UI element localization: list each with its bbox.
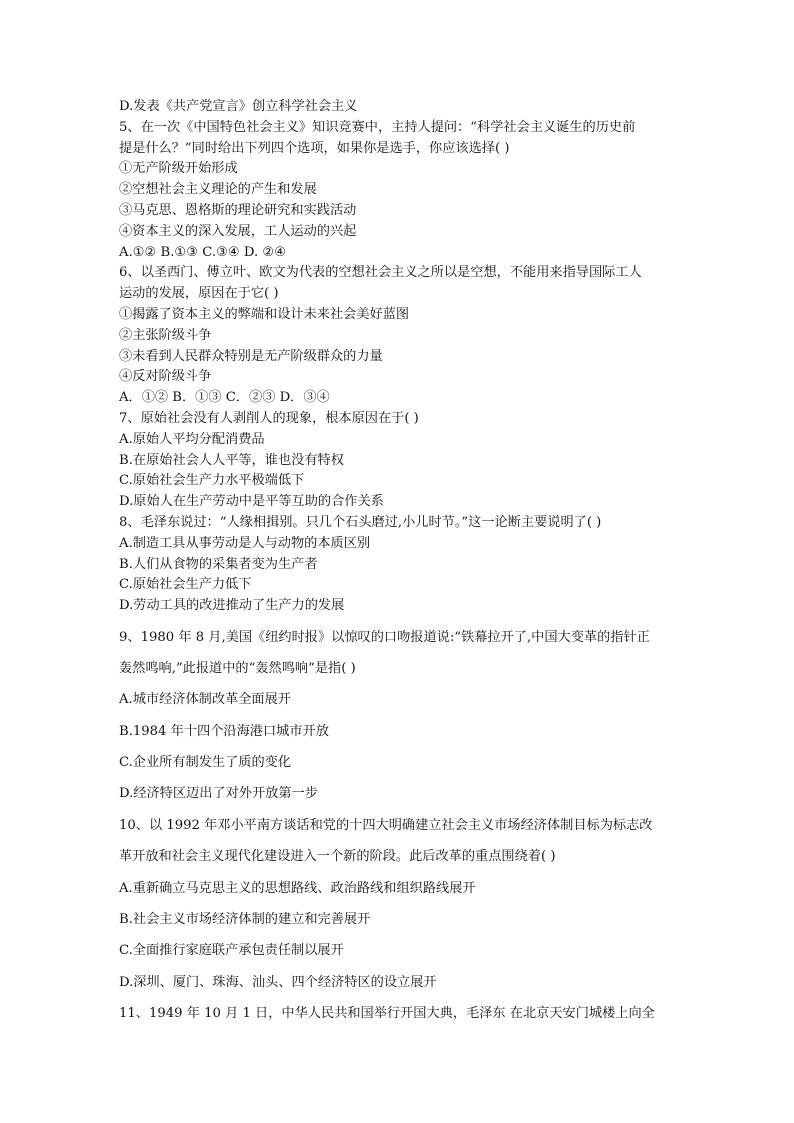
text-line: 轰然鸣响,”此报道中的“轰然鸣响”是指( ) [119,660,356,676]
text-line: 7、原始社会没有人剥削人的现象，根本原因在于( ) [119,410,419,426]
text-line: B.人们从食物的采集者变为生产者 [119,556,318,572]
text-line: D.深圳、厦门、珠海、汕头、四个经济特区的设立展开 [119,974,437,990]
text-line: D.经济特区迈出了对外开放第一步 [119,786,318,802]
text-line: A.原始人平均分配消费品 [119,431,265,447]
text-line: 6、以圣西门、傅立叶、欧文为代表的空想社会主义之所以是空想，不能用来指导国际工人 [119,265,642,281]
text-line: D.劳动工具的改进推动了生产力的发展 [119,598,345,614]
text-line: 革开放和社会主义现代化建设进入一个新的阶段。此后改革的重点围绕着( ) [119,849,556,865]
text-line: B.在原始社会人人平等，谁也没有特权 [119,452,344,468]
text-line: A.①② B.①③ C.③④ D. ②④ [119,244,287,260]
text-line: C.原始社会生产力低下 [119,577,252,593]
text-line: 5、在一次《中国特色社会主义》知识竞赛中，主持人提问：“科学社会主义诞生的历史前 [119,119,636,135]
text-line: ④反对阶级斗争 [119,369,212,385]
text-line: A.制造工具从事劳动是人与动物的本质区别 [119,535,371,551]
text-line: ③未看到人民群众特别是无产阶级群众的力量 [119,348,383,364]
text-line: 运动的发展，原因在于它( ) [119,286,279,302]
text-line: ①无产阶级开始形成 [119,161,238,177]
text-line: 10、以 1992 年邓小平南方谈话和党的十四大明确建立社会主义市场经济体制目标为标志改 [119,817,653,833]
text-line: 提是什么？”同时给出下列四个选项，如果你是选手，你应该选择( ) [119,140,510,156]
text-line: D.发表《共产党宣言》创立科学社会主义 [119,99,358,114]
text-line: C.全面推行家庭联产承包责任制以展开 [119,943,344,959]
text-line: 11、1949 年 10 月 1 日，中华人民共和国举行开国大典，毛泽东 在北京天安门城楼上向全 [119,1006,655,1022]
question-text [119,97,679,1025]
text-line: A.重新确立马克思主义的思想路线、政治路线和组织路线展开 [119,880,476,896]
text-line: ②空想社会主义理论的产生和发展 [119,182,317,198]
text-line: D.原始人在生产劳动中是平等互助的合作关系 [119,494,384,510]
text-line: ④资本主义的深入发展，工人运动的兴起 [119,223,357,239]
text-line: A．①② B．①③ C．②③ D．③④ [119,390,330,406]
text-line: C.原始社会生产力水平极端低下 [119,473,305,489]
text-line: A.城市经济体制改革全面展开 [119,692,291,708]
text-line: 8、毛泽东说过：“人缘相揖别。只几个石头磨过,小儿时节。”这一论断主要说明了( ) [119,514,602,530]
text-line: ①揭露了资本主义的弊端和设计未来社会美好蓝图 [119,306,410,322]
text-line: B.社会主义市场经济体制的建立和完善展开 [119,912,371,928]
text-line: ③马克思、恩格斯的理论研究和实践活动 [119,202,357,218]
text-line: ②主张阶级斗争 [119,327,212,343]
text-line: B.1984 年十四个沿海港口城市开放 [119,723,329,739]
text-line: 9、1980 年 8 月,美国《纽约时报》以惊叹的口吻报道说:“铁幕拉开了,中国大变革的指针正 [119,629,650,645]
text-line: C.企业所有制发生了质的变化 [119,755,292,771]
